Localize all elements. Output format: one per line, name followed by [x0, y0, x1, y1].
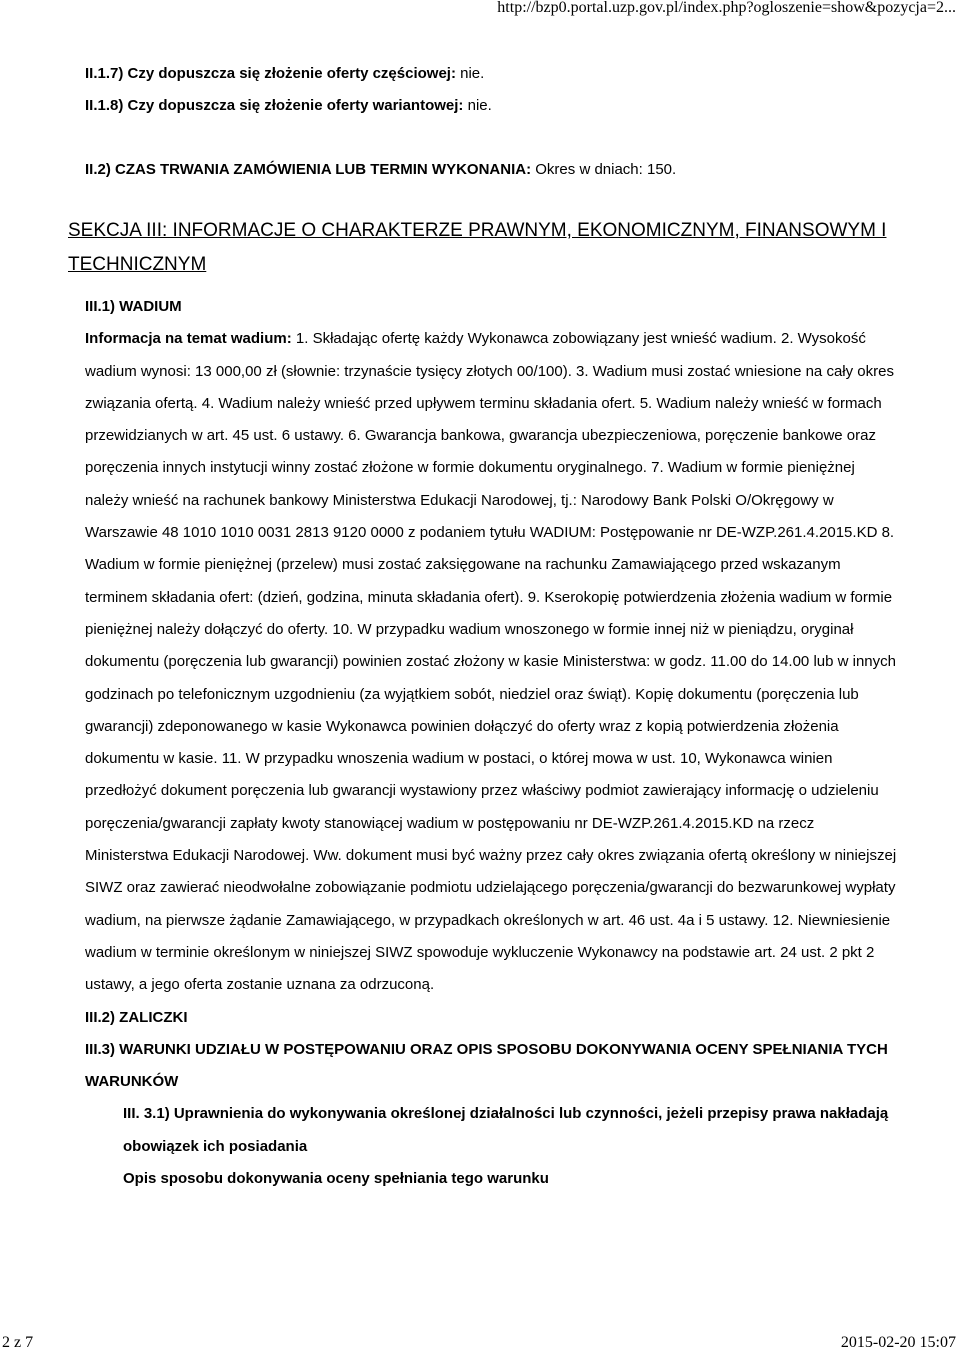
section-3-title: SEKCJA III: INFORMACJE O CHARAKTERZE PRAWNYM, EKONOMICZNYM, FINANSOWYM I TECHNICZNYM: [68, 220, 887, 275]
partial-offer-label: II.1.7) Czy dopuszcza się złożenie oferty częściowej:: [85, 65, 456, 82]
partial-offer-line: [85, 58, 897, 90]
wadium-heading: III.1) WADIUM: [85, 298, 182, 315]
variant-offer-label: II.1.8) Czy dopuszcza się złożenie oferty wariantowej:: [85, 97, 464, 115]
duration-label: II.2) CZAS TRWANIA ZAMÓWIENIA LUB TERMIN WYKONANIA:: [85, 160, 532, 178]
order-details: [85, 58, 897, 186]
warunki-heading: III.3) WARUNKI UDZIAŁU W POSTĘPOWANIU ORAZ OPIS SPOSOBU DOKONYWANIA OCENY SPEŁNIANIA TYCH WARUNKÓW: [85, 1040, 888, 1091]
page-number: 2 z 7: [2, 1334, 34, 1351]
duration-value: Okres w dniach: 150.: [535, 160, 677, 178]
wadium-text: 1. Składając ofertę każdy Wykonawca zobowiązany jest wnieść wadium. 2. Wysokość wadium wynosi: 13 000,00 zł (słownie: trzynaście tysięcy złotych 00/100). 3. Wadium musi zostać wniesione na cały okres związania ofertą. 4. Wadium należy wnieść przed upływem terminu składania ofert. 5. Wadium należy wnieść w formach przewidzianych w art. 45 ust. 6 ustawy. 6. Gwarancja bankowa, gwarancja ubezpieczeniowa, poręczenie bankowe oraz poręczenia innych instytucji winny zostać złożone w formie dokumentu oryginalnego. 7. Wadium w formie pieniężnej należy wnieść na rachunek bankowy Ministerstwa Edukacji Narodowej, tj.: Narodowy Bank Polski O/Okręgowy w Warszawie 48 1010 1010 0031 2813 9120 0000 z podaniem tytułu WADIUM: Postępowanie nr DE-WZP.261.4.2015.KD 8. Wadium w formie pieniężnej (przelew) musi zostać zaksięgowane na rachunku Zamawiającego przed wskazanym terminem składania ofert: (dzień, godzina, minuta składania ofert). 9. Kserokopię potwierdzenia złożenia wadium w formie pieniężnej należy dołączyć do oferty. 10. W przypadku wadium wnoszonego w formie innej niż w pieniądzu, oryginał dokumentu (poręczenia lub gwarancji) powinien zostać złożony w kasie Ministerstwa: w godz. 11.00 do 14.00 lub w innych godzinach po telefonicznym uzgodnieniu (za wyjątkiem sobót, niedziel oraz świąt). Kopię dokumentu (poręczenia lub gwarancji) zdeponowanego w kasie Wykonawca powinien dołączyć do oferty wraz z kopią potwierdzenia złożenia dokumentu w kasie. 11. W przypadku wnoszenia wadium w postaci, o której mowa w ust. 10, Wykonawca winien przedłożyć dokument poręczenia lub gwarancji wystawiony przez właściwy podmiot zawierający informację o udzieleniu poręczenia/gwarancji zapłaty kwoty stanowiącej wadium w postępowaniu nr DE-WZP.261.4.2015.KD na rzecz Ministerstwa Edukacji Narodowej. Ww. dokument musi być ważny przez cały okres związania ofertą określony w niniejszej SIWZ oraz zawierać nieodwołalne zobowiązanie podmiotu udzielającego poręczenia/gwarancji do bezwarunkowej wypłaty wadium, na pierwsze żądanie Zamawiającego, w przypadkach określonych w art. 46 ust. 4a i 5 ustawy. 12. Niewniesienie wadium w terminie określonym w niniejszej SIWZ spowoduje wykluczenie Wykonawcy na podstawie art. 24 ust. 2 pkt 2 ustawy, a jego oferta zostanie uznana za odrzuconą.: [85, 330, 897, 994]
wadium-label: Informacja na temat wadium:: [85, 330, 292, 348]
print-datetime: 2015-02-20 15:07: [840, 1334, 956, 1351]
variant-offer-value: nie.: [467, 97, 492, 115]
wadium-paragraph: [85, 323, 897, 1001]
variant-offer-line: [85, 90, 897, 122]
zaliczki-heading: III.2) ZALICZKI: [85, 1008, 188, 1026]
page-url: http://bzp0.portal.uzp.gov.pl/index.php?ogloszenie=show&pozycja=2...: [497, 0, 956, 16]
partial-offer-value: nie.: [460, 65, 485, 82]
opis-heading: Opis sposobu dokonywania oceny spełniania tego warunku: [123, 1170, 549, 1188]
uprawnienia-heading: III. 3.1) Uprawnienia do wykonywania określonej działalności lub czynności, jeżeli przepisy prawa nakładają obowiązek ich posiadania: [123, 1105, 889, 1155]
section-3-body: [85, 291, 897, 1195]
duration-line: [85, 154, 897, 186]
